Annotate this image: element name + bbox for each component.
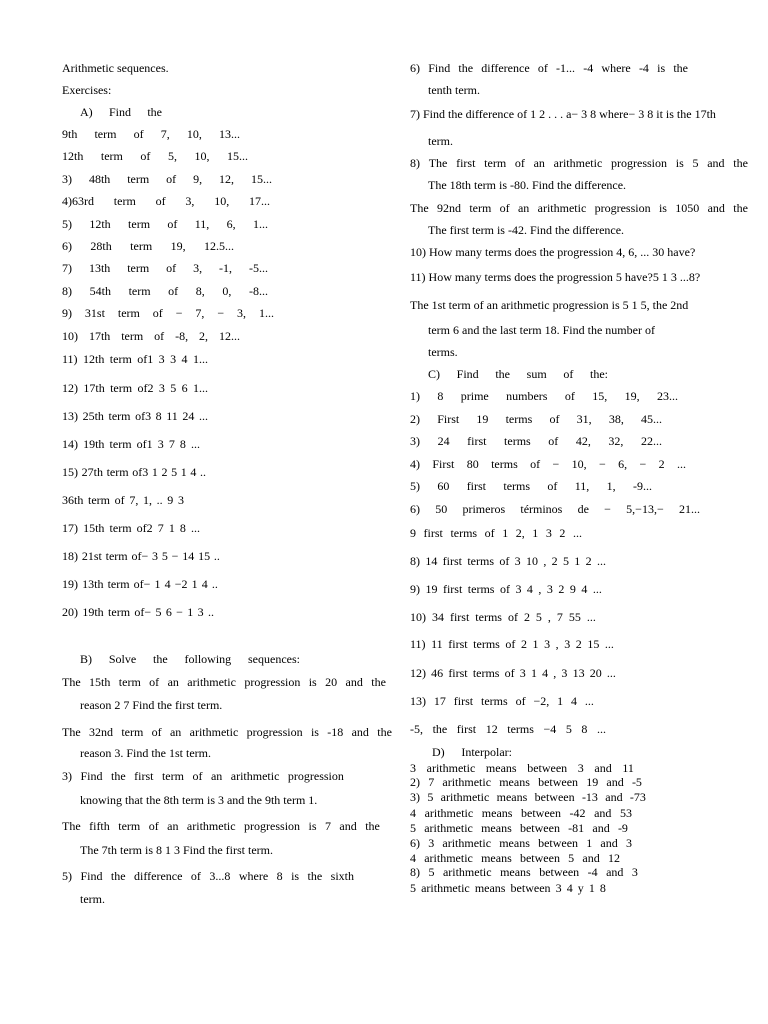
section-a-heading: A) Find the <box>80 105 162 119</box>
exercise-c-item: 13) 17 first terms of −2, 1 4 ... <box>410 694 594 708</box>
exercise-b-line: The first term is -42. Find the difference. <box>428 223 625 237</box>
exercise-a-item: 11) 12th term of1 3 3 4 1... <box>62 352 208 366</box>
section-d-heading: D) Interpolar: <box>432 745 512 759</box>
exercise-d-item: 4 arithmetic means between -42 and 53 <box>410 806 632 820</box>
exercise-d-item: 2) 7 arithmetic means between 19 and -5 <box>410 775 642 789</box>
exercise-a-item: 6) 28th term 19, 12.5... <box>62 239 234 253</box>
exercise-a-item: 18) 21st term of− 3 5 − 14 15 .. <box>62 549 220 563</box>
exercise-d-item: 4 arithmetic means between 5 and 12 <box>410 851 620 865</box>
exercise-a-item: 15) 27th term of3 1 2 5 1 4 .. <box>62 465 206 479</box>
exercise-a-item: 7) 13th term of 3, -1, -5... <box>62 261 268 275</box>
exercise-b-line: 6) Find the difference of -1... -4 where -4 is the <box>410 61 688 75</box>
exercise-b-line: 8) The first term of an arithmetic progression is 5 and the <box>410 156 748 170</box>
exercise-b-line: term. <box>80 892 105 906</box>
exercise-a-item: 8) 54th term of 8, 0, -8... <box>62 284 268 298</box>
exercise-b-line: The 7th term is 8 1 3 Find the first term. <box>80 843 273 857</box>
exercise-d-item: 5 arithmetic means between -81 and -9 <box>410 821 628 835</box>
exercise-c-item: 1) 8 prime numbers of 15, 19, 23... <box>410 389 678 403</box>
exercise-a-item: 20) 19th term of− 5 6 − 1 3 .. <box>62 605 214 619</box>
exercise-b-line: terms. <box>428 345 458 359</box>
exercise-b-line: 5) Find the difference of 3...8 where 8 is the sixth <box>62 869 354 883</box>
exercise-a-item: 19) 13th term of− 1 4 −2 1 4 .. <box>62 577 218 591</box>
exercise-a-item: 14) 19th term of1 3 7 8 ... <box>62 437 200 451</box>
exercise-b-line: 11) How many terms does the progression 5 have?5 1 3 ...8? <box>410 270 701 284</box>
exercise-c-item: 5) 60 first terms of 11, 1, -9... <box>410 479 652 493</box>
exercise-b-line: 7) Find the difference of 1 2 . . . a− 3 8 where− 3 8 it is the 17th <box>410 107 716 121</box>
exercise-c-item: 9) 19 first terms of 3 4 , 3 2 9 4 ... <box>410 582 602 596</box>
exercise-a-item: 3) 48th term of 9, 12, 15... <box>62 172 272 186</box>
exercise-b-line: 10) How many terms does the progression 4, 6, ... 30 have? <box>410 245 696 259</box>
exercise-b-line: term 6 and the last term 18. Find the number of <box>428 323 655 337</box>
exercise-b-line: The 15th term of an arithmetic progression is 20 and the <box>62 675 386 689</box>
exercise-a-item: 36th term of 7, 1, .. 9 3 <box>62 493 184 507</box>
exercise-b-line: term. <box>428 134 453 148</box>
exercise-c-item: 3) 24 first terms of 42, 32, 22... <box>410 434 662 448</box>
exercise-c-item: 6) 50 primeros términos de − 5,−13,− 21... <box>410 502 700 516</box>
exercise-b-line: knowing that the 8th term is 3 and the 9th term 1. <box>80 793 318 807</box>
exercise-c-item: -5, the first 12 terms −4 5 8 ... <box>410 722 606 736</box>
exercise-c-item: 12) 46 first terms of 3 1 4 , 3 13 20 ... <box>410 666 616 680</box>
exercise-a-item: 13) 25th term of3 8 11 24 ... <box>62 409 208 423</box>
exercise-b-line: reason 3. Find the 1st term. <box>80 746 211 760</box>
exercise-b-line: The 92nd term of an arithmetic progression is 1050 and the <box>410 201 748 215</box>
exercise-d-item: 8) 5 arithmetic means between -4 and 3 <box>410 865 638 879</box>
exercise-c-item: 8) 14 first terms of 3 10 , 2 5 1 2 ... <box>410 554 606 568</box>
exercise-d-item: 3) 5 arithmetic means between -13 and -73 <box>410 790 646 804</box>
exercise-c-item: 11) 11 first terms of 2 1 3 , 3 2 15 ... <box>410 637 614 651</box>
exercise-a-item: 10) 17th term of -8, 2, 12... <box>62 329 240 343</box>
exercise-c-item: 9 first terms of 1 2, 1 3 2 ... <box>410 526 582 540</box>
exercise-a-item: 9) 31st term of − 7, − 3, 1... <box>62 306 274 320</box>
exercise-a-item: 12th term of 5, 10, 15... <box>62 149 248 163</box>
exercise-c-item: 2) First 19 terms of 31, 38, 45... <box>410 412 662 426</box>
exercise-a-item: 4)63rd term of 3, 10, 17... <box>62 194 270 208</box>
exercise-a-item: 12) 17th term of2 3 5 6 1... <box>62 381 208 395</box>
exercise-d-item: 5 arithmetic means between 3 4 y 1 8 <box>410 881 606 895</box>
exercise-a-item: 17) 15th term of2 7 1 8 ... <box>62 521 200 535</box>
exercise-d-item: 3 arithmetic means between 3 and 11 <box>410 761 634 775</box>
section-c-heading: C) Find the sum of the: <box>428 367 608 381</box>
exercise-c-item: 4) First 80 terms of − 10, − 6, − 2 ... <box>410 457 686 471</box>
exercise-b-line: The fifth term of an arithmetic progression is 7 and the <box>62 819 380 833</box>
exercise-b-line: 3) Find the first term of an arithmetic progression <box>62 769 344 783</box>
exercises-label: Exercises: <box>62 83 112 97</box>
exercise-d-item: 6) 3 arithmetic means between 1 and 3 <box>410 836 632 850</box>
exercise-b-line: The 1st term of an arithmetic progression is 5 1 5, the 2nd <box>410 298 689 312</box>
exercise-b-line: The 18th term is -80. Find the difference. <box>428 178 627 192</box>
exercise-b-line: reason 2 7 Find the first term. <box>80 698 223 712</box>
exercise-b-line: tenth term. <box>428 83 480 97</box>
document-title: Arithmetic sequences. <box>62 61 169 75</box>
exercise-a-item: 9th term of 7, 10, 13... <box>62 127 240 141</box>
exercise-c-item: 10) 34 first terms of 2 5 , 7 55 ... <box>410 610 596 624</box>
exercise-b-line: The 32nd term of an arithmetic progression is -18 and the <box>62 725 392 739</box>
section-b-heading: B) Solve the following sequences: <box>80 652 300 666</box>
exercise-a-item: 5) 12th term of 11, 6, 1... <box>62 217 268 231</box>
